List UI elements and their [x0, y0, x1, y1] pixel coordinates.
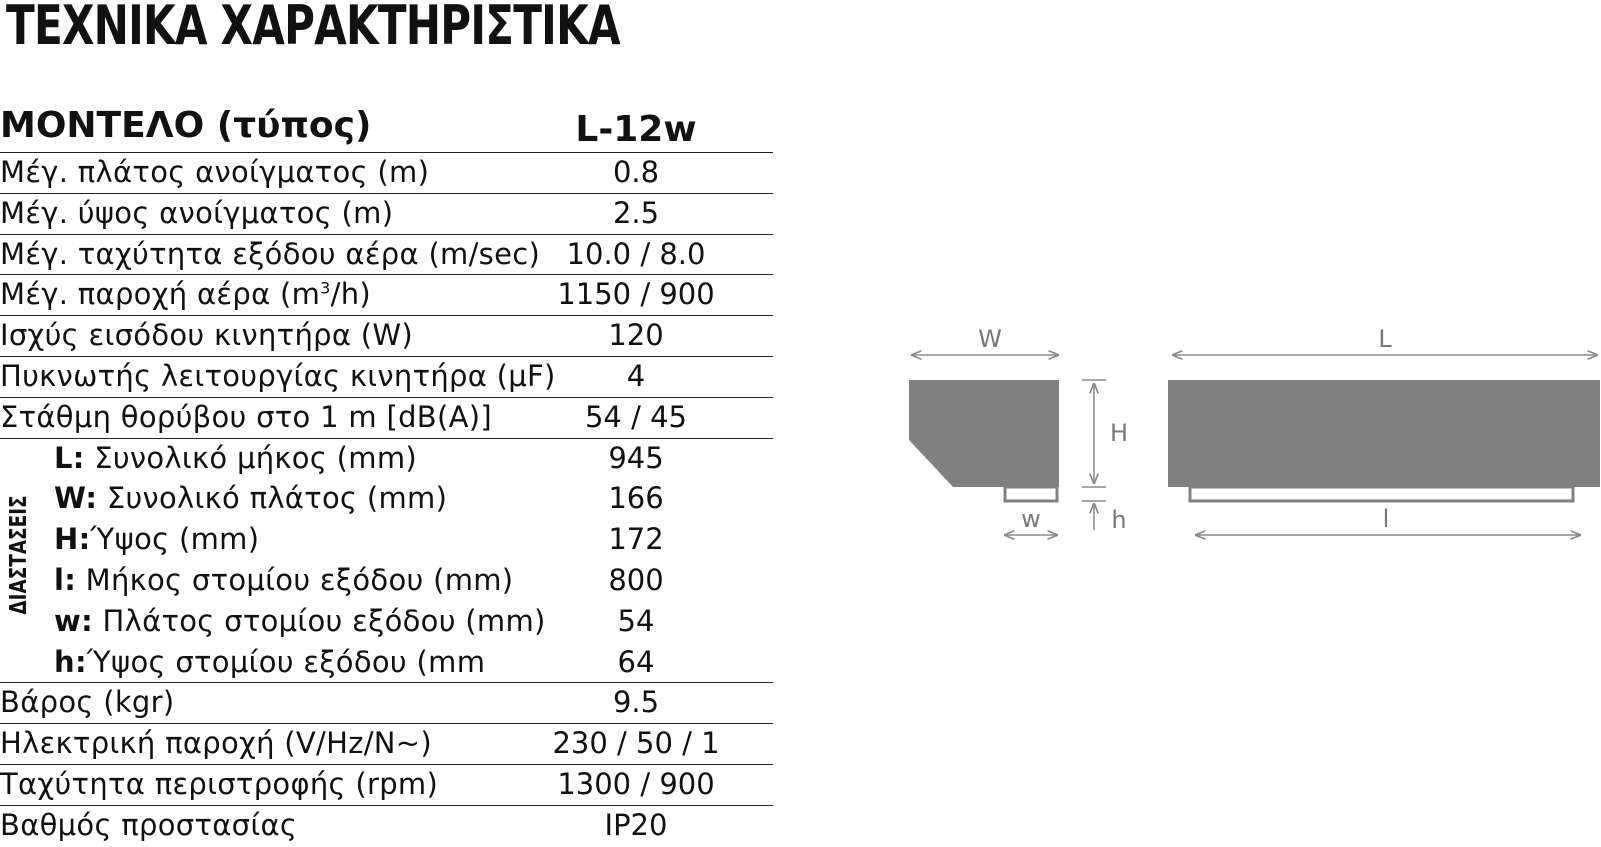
- label-text: Συνολικό πλάτος (mm): [97, 481, 448, 516]
- spec-table: [0, 105, 773, 847]
- model-name: L-12w: [575, 109, 697, 150]
- row-value: 1150 / 900: [557, 277, 715, 312]
- row-value: 800: [608, 562, 664, 597]
- label-text: Ύψος (mm): [90, 522, 260, 557]
- row-label: Ταχύτητα περιστροφής (rpm): [0, 766, 439, 801]
- row-value: 120: [608, 318, 664, 353]
- row-value: 54 / 45: [584, 399, 687, 434]
- dimension-diagram: [885, 315, 1601, 545]
- table-row: [0, 765, 773, 806]
- dimension-row: [0, 561, 773, 602]
- dimension-row: [0, 643, 773, 684]
- row-value: 9.5: [612, 685, 660, 720]
- row-value: 172: [608, 522, 664, 557]
- row-value: 166: [608, 481, 664, 516]
- row-label: Πυκνωτής λειτουργίας κινητήρα (μF): [0, 358, 556, 393]
- row-label: [54, 441, 417, 475]
- table-row: [0, 316, 773, 357]
- label-L: L: [1378, 325, 1392, 353]
- dimension-row: [0, 479, 773, 520]
- row-value: 945: [608, 440, 664, 475]
- table-header: [0, 105, 773, 153]
- row-label: [54, 645, 485, 679]
- header-label: ΜΟΝΤΕΛΟ (τύπος): [0, 105, 372, 146]
- label-h: h: [1111, 506, 1127, 534]
- table-row: [0, 153, 773, 194]
- row-label: [0, 277, 371, 311]
- table-row: [0, 398, 773, 439]
- label-w: w: [1021, 505, 1041, 533]
- table-row: [0, 683, 773, 724]
- dimension-key: W:: [54, 481, 98, 516]
- page-title: ΤΕΧΝΙΚΑ ΧΑΡΑΚΤΗΡΙΣΤΙΚΑ: [6, 0, 620, 57]
- row-value: 10.0 / 8.0: [566, 236, 706, 271]
- row-label: Βαθμός προστασίας: [0, 807, 298, 842]
- label-text: Μέγ. παροχή αέρα (m: [0, 277, 321, 312]
- front-view-outlet: [1190, 487, 1573, 501]
- dimension-key: h:: [54, 644, 87, 679]
- row-value: 230 / 50 / 1: [552, 726, 720, 761]
- dimensions-label: ΔΙΑΣΤΑΣΕΙΣ: [6, 494, 32, 615]
- row-value: IP20: [604, 807, 668, 842]
- row-value: 4: [626, 358, 646, 393]
- label-text: Συνολικό μήκος (mm): [84, 440, 418, 475]
- table-row: [0, 235, 773, 276]
- label-text: Πλάτος στομίου εξόδου (mm): [93, 603, 546, 638]
- row-value: 64: [617, 644, 655, 679]
- side-view-outlet: [1005, 487, 1057, 501]
- side-view-body: [909, 380, 1059, 487]
- dimension-key: H:: [54, 522, 91, 557]
- row-label: Μέγ. πλάτος ανοίγματος (m): [0, 155, 430, 189]
- row-label: Ηλεκτρική παροχή (V/Hz/N~): [0, 726, 433, 761]
- row-value: 1300 / 900: [557, 766, 715, 801]
- row-value: 0.8: [612, 155, 660, 189]
- dimensions-side-label: [3, 487, 35, 622]
- table-row: [0, 275, 773, 316]
- row-label: [54, 522, 259, 556]
- dimension-row: [0, 602, 773, 643]
- label-H: H: [1109, 419, 1129, 447]
- dimension-key: l:: [54, 562, 77, 597]
- row-value: 54: [617, 603, 655, 638]
- superscript: 3: [320, 278, 331, 298]
- front-view-body: [1168, 380, 1600, 487]
- row-label: Στάθμη θορύβου στο 1 m [dB(A)]: [0, 399, 492, 434]
- label-W: W: [978, 325, 1002, 353]
- dimension-row: [0, 520, 773, 561]
- row-label: [54, 604, 546, 638]
- table-row: [0, 194, 773, 235]
- dimension-key: L:: [54, 440, 85, 475]
- table-row: [0, 357, 773, 398]
- row-label: Βάρος (kgr): [0, 685, 175, 720]
- table-row: [0, 806, 773, 847]
- row-label: Μέγ. ύψος ανοίγματος (m): [0, 195, 394, 230]
- table-row: [0, 724, 773, 765]
- label-text: /h): [330, 277, 372, 312]
- label-text: Μήκος στομίου εξόδου (mm): [76, 562, 514, 597]
- row-value: 2.5: [612, 195, 660, 230]
- label-l: l: [1382, 505, 1390, 533]
- row-label: [54, 481, 447, 515]
- label-text: Ύψος στομίου εξόδου (mm: [86, 644, 486, 679]
- row-label: [54, 563, 513, 597]
- row-label: Ισχύς εισόδου κινητήρα (W): [0, 318, 413, 353]
- row-label: Μέγ. ταχύτητα εξόδου αέρα (m/sec): [0, 236, 541, 271]
- dimension-key: w:: [54, 603, 93, 638]
- dimension-row: [0, 439, 773, 480]
